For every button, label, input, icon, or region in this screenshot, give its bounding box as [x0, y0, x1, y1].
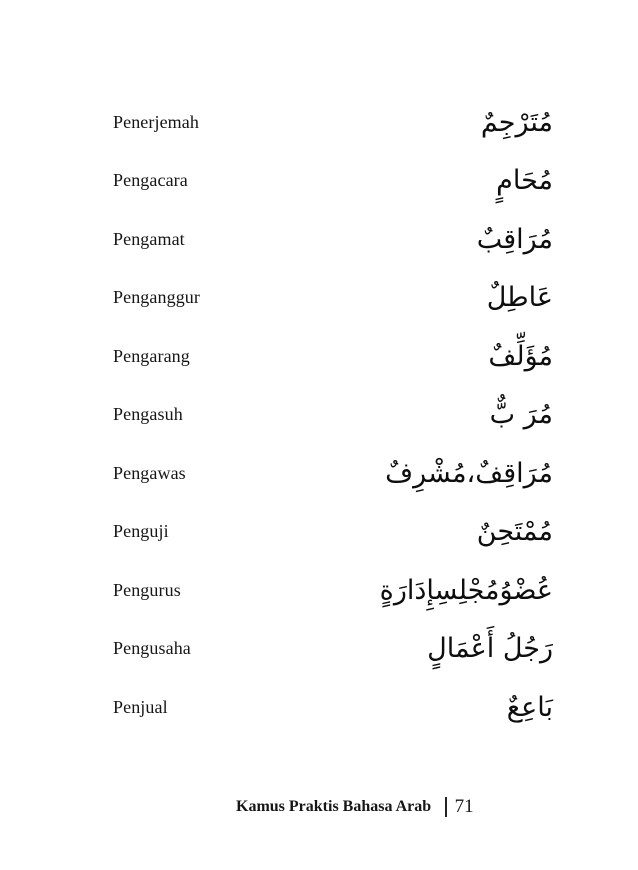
arabic-term: مُرَاقِبٌ — [476, 223, 553, 255]
book-title: Kamus Praktis Bahasa Arab — [236, 798, 432, 815]
entry-row — [113, 93, 553, 152]
entry-row — [113, 444, 553, 503]
arabic-term: مُرَاقِفٌ،مُشْرِفٌ — [385, 457, 553, 489]
page-number: 71 — [454, 796, 474, 817]
entry-list — [113, 93, 553, 737]
entry-row — [113, 327, 553, 386]
arabic-term: مُؤَلِّفٌ — [488, 340, 553, 372]
arabic-term: مُرَ بٌّ — [489, 399, 553, 431]
indonesian-term: Pengusaha — [113, 638, 191, 659]
indonesian-term: Pengacara — [113, 170, 188, 191]
indonesian-term: Pengasuh — [113, 404, 183, 425]
indonesian-term: Penganggur — [113, 287, 200, 308]
arabic-term: مُحَامٍ — [496, 165, 553, 197]
arabic-term: عُضْوُمُجْلِسِإِدَارَةٍ — [379, 574, 553, 606]
arabic-term: مُتَرْجِمٌ — [480, 106, 553, 138]
indonesian-term: Pengarang — [113, 345, 190, 366]
entry-row — [113, 210, 553, 269]
arabic-term: بَاعِعٌ — [506, 691, 553, 723]
indonesian-term: Pengawas — [113, 462, 186, 483]
indonesian-term: Penjual — [113, 696, 168, 717]
indonesian-term: Pengurus — [113, 579, 181, 600]
arabic-term: رَجُلُ أَعْمَالٍ — [427, 633, 553, 665]
indonesian-term: Penerjemah — [113, 111, 199, 132]
entry-row — [113, 620, 553, 679]
entry-row — [113, 678, 553, 737]
entry-row — [113, 503, 553, 562]
entry-row — [113, 561, 553, 620]
indonesian-term: Penguji — [113, 521, 169, 542]
indonesian-term: Pengamat — [113, 228, 185, 249]
page-footer — [236, 796, 566, 818]
entry-row — [113, 269, 553, 328]
entry-row — [113, 386, 553, 445]
footer-divider — [445, 797, 447, 817]
arabic-term: مُمْتَحِنٌ — [476, 516, 553, 548]
entry-row — [113, 152, 553, 211]
arabic-term: عَاطِلٌ — [486, 282, 553, 314]
